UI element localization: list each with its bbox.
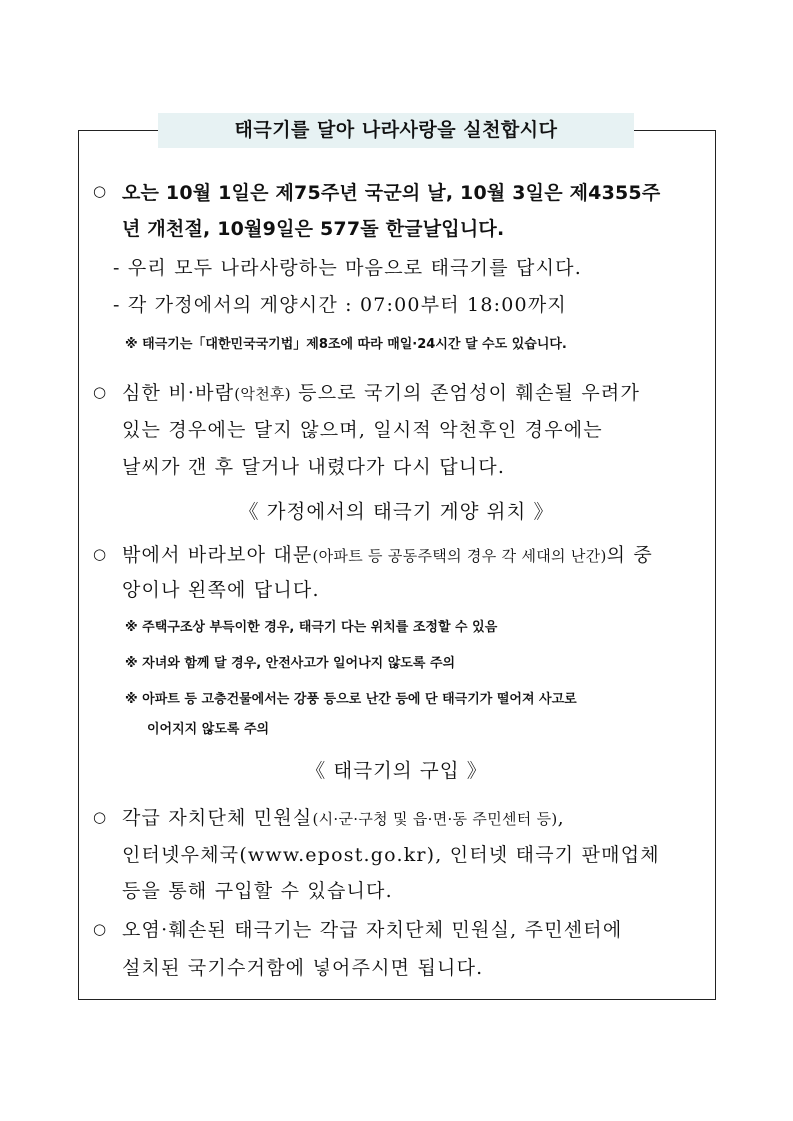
position-text-b: 의 중: [606, 544, 653, 566]
dash-item-2: - 각 가정에서의 게양시간 : 07:00부터 18:00까지: [113, 294, 567, 316]
note-flag-law: ※ 태극기는「대한민국국기법」제8조에 따라 매일·24시간 달 수도 있습니다.: [125, 337, 567, 352]
purchase-line-1: [122, 803, 565, 830]
bullet-icon: ○: [93, 920, 107, 938]
purchase-text-small: (시·군·구청 및 읍·면·동 주민센터 등): [312, 810, 558, 828]
position-text-small: (아파트 등 공동주택의 경우 각 세대의 난간): [312, 547, 607, 565]
heading-home-position: 《 가정에서의 태극기 게양 위치 》: [238, 500, 555, 523]
bullet-icon: ○: [93, 182, 107, 200]
note-apartment-line-1: ※ 아파트 등 고층건물에서는 강풍 등으로 난간 등에 단 태극기가 떨어져 사고로: [125, 692, 577, 707]
bullet-icon: ○: [93, 808, 107, 826]
purchase-line-3: 등을 통해 구입할 수 있습니다.: [122, 880, 393, 902]
purchase-text-a: 각급 자치단체 민원실: [122, 807, 313, 829]
page-title: 태극기를 달아 나라사랑을 실천합시다: [158, 113, 634, 148]
note-position-adjust: ※ 주택구조상 부득이한 경우, 태극기 다는 위치를 조정할 수 있음: [125, 620, 498, 635]
weather-text-small: (악천후): [234, 385, 291, 403]
purchase-line-2: 인터넷우체국(www.epost.go.kr), 인터넷 태극기 판매업체: [122, 844, 660, 866]
weather-text-a: 심한 비·바람: [122, 382, 235, 404]
note-child-safety: ※ 자녀와 함께 달 경우, 안전사고가 일어나지 않도록 주의: [125, 656, 456, 671]
weather-line-3: 날씨가 갠 후 달거나 내렸다가 다시 답니다.: [122, 456, 506, 478]
anniversary-line-2: 년 개천절, 10월9일은 577돌 한글날입니다.: [122, 218, 505, 240]
anniversary-line-1: 오는 10월 1일은 제75주년 국군의 날, 10월 3일은 제4355주: [122, 182, 661, 204]
purchase-text-b: ,: [557, 807, 565, 829]
dash-item-1: - 우리 모두 나라사랑하는 마음으로 태극기를 답시다.: [113, 257, 582, 279]
heading-purchase: 《 태극기의 구입 》: [305, 759, 488, 782]
disposal-line-1: 오염·훼손된 태극기는 각급 자치단체 민원실, 주민센터에: [122, 919, 623, 941]
weather-line-1: [122, 378, 640, 405]
position-line-2: 앙이나 왼쪽에 답니다.: [122, 579, 320, 601]
position-line-1: [122, 540, 653, 567]
weather-text-b: 등으로 국기의 존엄성이 훼손될 우려가: [290, 382, 640, 404]
position-text-a: 밖에서 바라보아 대문: [122, 544, 313, 566]
disposal-line-2: 설치된 국기수거함에 넣어주시면 됩니다.: [122, 957, 484, 979]
note-apartment-line-2: 이어지지 않도록 주의: [147, 722, 270, 737]
bullet-icon: ○: [93, 545, 107, 563]
bullet-icon: ○: [93, 383, 107, 401]
weather-line-2: 있는 경우에는 달지 않으며, 일시적 악천후인 경우에는: [122, 419, 603, 441]
